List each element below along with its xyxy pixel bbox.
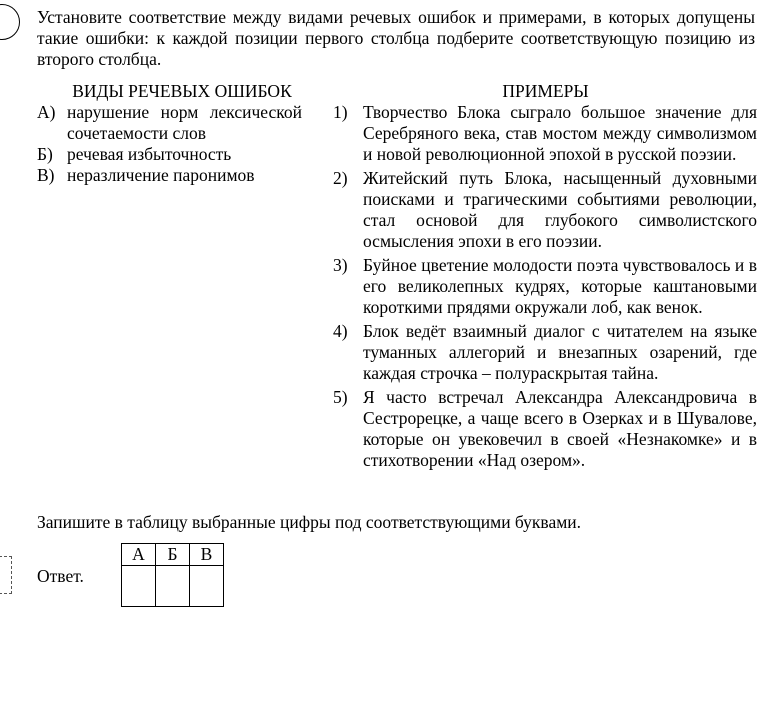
answer-header-b: Б (156, 544, 190, 566)
answer-cell-a[interactable] (122, 566, 156, 607)
task-number-circle (0, 4, 20, 40)
answer-header-v: В (190, 544, 224, 566)
example-4 (333, 321, 757, 384)
example-2 (333, 168, 757, 252)
answer-margin-box (0, 556, 12, 594)
item-marker: 2) (333, 168, 348, 188)
answer-cell-v[interactable] (190, 566, 224, 607)
item-text: Буйное цветение молодости поэта чувствовалось и в его великолепных кудрях, которые каштановыми короткими прядями окружали лоб, как венок. (363, 255, 757, 317)
item-marker: 1) (333, 102, 348, 122)
item-text: нарушение норм лексической сочетаемости слов (67, 102, 302, 143)
item-marker: 3) (333, 255, 348, 275)
item-marker: В) (37, 165, 55, 185)
answer-label: Ответ. (37, 566, 84, 586)
examples-list (333, 102, 757, 474)
answer-cell-b[interactable] (156, 566, 190, 607)
left-column-heading: ВИДЫ РЕЧЕВЫХ ОШИБОК (72, 81, 292, 101)
error-type-a (37, 102, 302, 144)
answer-header-a: А (122, 544, 156, 566)
item-marker: 5) (333, 387, 348, 407)
task-instruction: Установите соответствие между видами речевых ошибок и примерами, в которых допущены такие ошибки: к каждой позиции первого столбца подберите соответствующую позицию из второго столбца. (37, 7, 755, 69)
right-column-heading: ПРИМЕРЫ (502, 81, 589, 101)
item-text: Житейский путь Блока, насыщенный духовными поисками и трагическими событиями революции, стал основой для глубокого символистского осмысления эпохи в его поэзии. (363, 168, 757, 251)
answer-instruction: Запишите в таблицу выбранные цифры под соответствующими буквами. (37, 512, 582, 532)
item-text: Я часто встречал Александра Александровича в Сестрорецке, а чаще всего в Озерках и в Шувалове, которые он увековечил в своей «Незнакомке» и в стихотворении «Над озером». (363, 387, 757, 470)
example-1 (333, 102, 757, 165)
answer-table (121, 543, 224, 607)
error-type-v (37, 165, 302, 186)
item-text: речевая избыточность (67, 144, 232, 164)
error-type-b (37, 144, 302, 165)
error-types-list (37, 102, 302, 186)
item-marker: 4) (333, 321, 348, 341)
item-marker: Б) (37, 144, 53, 164)
example-3 (333, 255, 757, 318)
item-text: неразличение паронимов (67, 165, 255, 185)
example-5 (333, 387, 757, 471)
item-text: Блок ведёт взаимный диалог с читателем на языке туманных аллегорий и внезапных озарений, где каждая строчка – полураскрытая тайна. (363, 321, 757, 383)
item-text: Творчество Блока сыграло большое значение для Серебряного века, став мостом между символизмом и новой революционной эпохой в русской поэзии. (363, 102, 757, 164)
item-marker: А) (37, 102, 56, 122)
